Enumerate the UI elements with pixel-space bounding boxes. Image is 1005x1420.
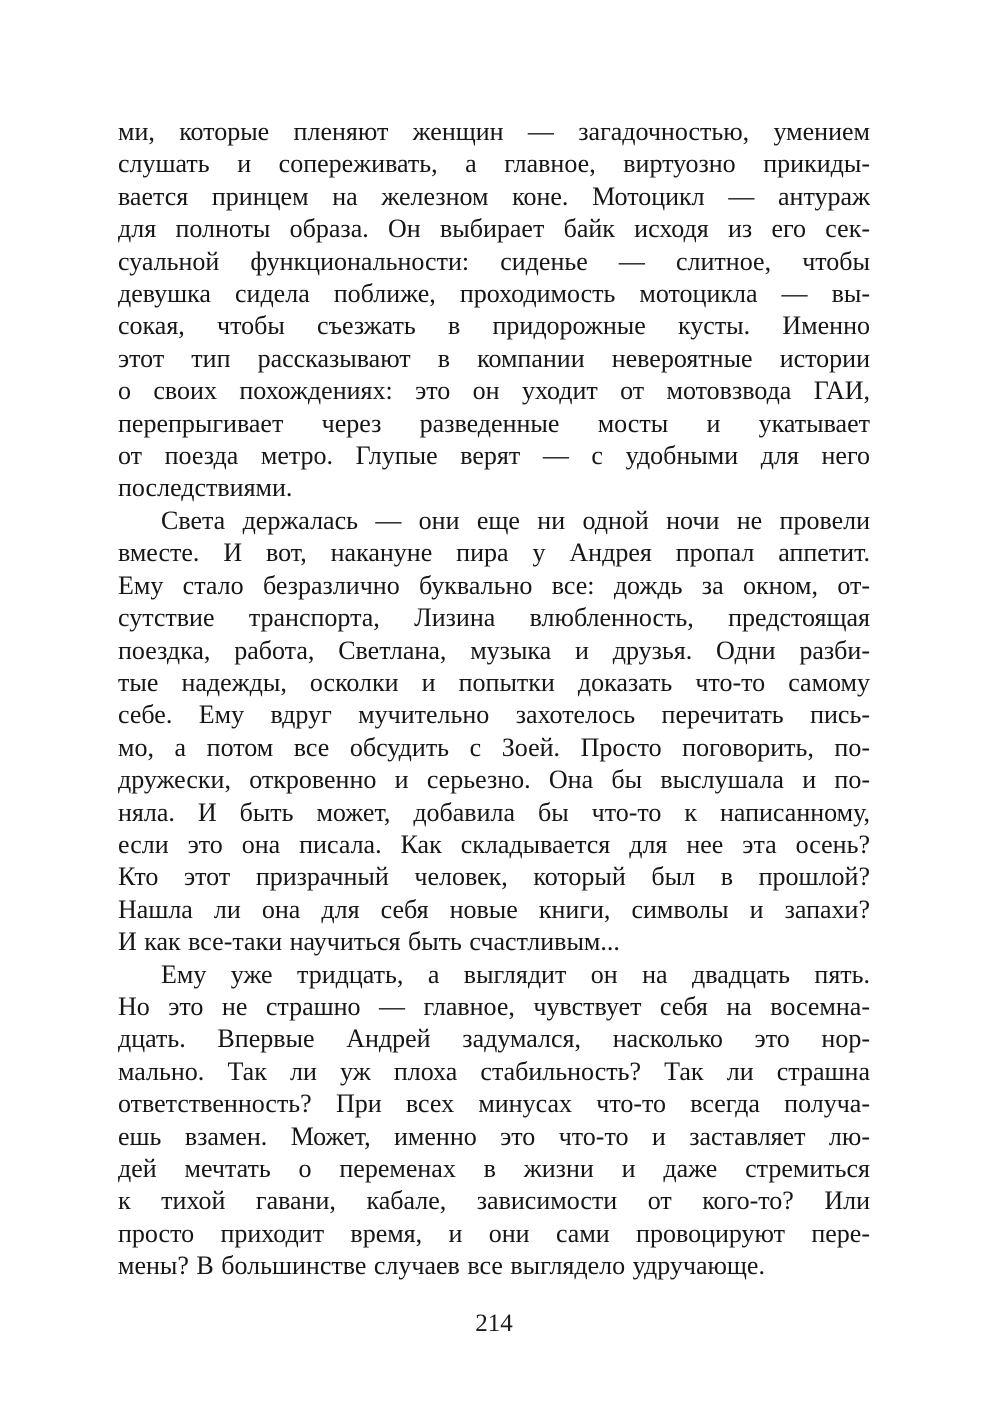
text-line: для полноты образа. Он выбирает байк исходя из его сек- xyxy=(118,214,870,244)
text-line: поездка, работа, Светлана, музыка и друзья. Одни разби- xyxy=(118,635,870,665)
text-line: дцать. Впервые Андрей задумался, насколько это нор- xyxy=(118,1024,870,1054)
text-line: Света держалась — они еще ни одной ночи не провели xyxy=(161,505,870,535)
text-line: от поезда метро. Глупые верят — с удобными для него xyxy=(118,441,870,471)
text-line: сутствие транспорта, Лизина влюбленность, предстоящая xyxy=(118,603,870,633)
text-line: дружески, откровенно и серьезно. Она бы выслушала и по- xyxy=(118,765,870,795)
text-line: девушка сидела поближе, проходимость мотоцикла — вы- xyxy=(118,279,870,309)
page-number: 214 xyxy=(475,1310,513,1337)
text-line: ответственность? При всех минусах что-то всегда получа- xyxy=(118,1089,870,1119)
text-line: дей мечтать о переменах в жизни и даже стремиться xyxy=(118,1154,870,1183)
text-line: тые надежды, осколки и попытки доказать что-то самому xyxy=(118,667,870,697)
text-line: вается принцем на железном коне. Мотоцикл — антураж xyxy=(118,181,870,211)
text-line: ешь взамен. Может, именно это что-то и заставляет лю- xyxy=(118,1121,870,1151)
text-line: Ему стало безразлично буквально все: дождь за окном, от- xyxy=(118,570,870,600)
text-line: если это она писала. Как складывается для нее эта осень? xyxy=(118,829,870,859)
text-line: мены? В большинстве случаев все выглядело удручающе. xyxy=(118,1251,765,1281)
text-line: о своих похождениях: это он уходит от мотовзвода ГАИ, xyxy=(118,376,870,406)
text-line: сокая, чтобы съезжать в придорожные кусты. Именно xyxy=(118,311,870,341)
text-line: мально. Так ли уж плоха стабильность? Так ли страшна xyxy=(118,1056,870,1086)
text-line: этот тип рассказывают в компании невероятные истории xyxy=(118,343,870,373)
text-line: Ему уже тридцать, а выглядит он на двадцать пять. xyxy=(161,959,870,989)
text-line: няла. И быть может, добавила бы что-то к написанному, xyxy=(118,797,870,827)
text-line: суальной функциональности: сиденье — слитное, чтобы xyxy=(118,246,870,276)
text-line: перепрыгивает через разведенные мосты и укатывает xyxy=(118,408,870,438)
text-line: вместе. И вот, накануне пира у Андрея пропал аппетит. xyxy=(118,538,870,568)
text-block xyxy=(118,116,870,1283)
text-line: И как все-таки научиться быть счастливым... xyxy=(118,927,620,957)
text-line: Нашла ли она для себя новые книги, символы и запахи? xyxy=(118,894,870,924)
text-line: себе. Ему вдруг мучительно захотелось перечитать пись- xyxy=(118,700,870,730)
text-line: мо, а потом все обсудить с Зоей. Просто поговорить, по- xyxy=(118,732,870,762)
text-line: просто приходит время, и они сами провоцируют пере- xyxy=(118,1218,870,1248)
text-line: последствиями. xyxy=(118,473,293,503)
text-line: к тихой гавани, кабале, зависимости от кого-то? Или xyxy=(118,1186,870,1216)
text-line: Кто этот призрачный человек, который был в прошлой? xyxy=(118,862,870,892)
text-line: слушать и сопереживать, а главное, виртуозно прикиды- xyxy=(118,149,870,179)
text-line: ми, которые пленяют женщин — загадочностью, умением xyxy=(118,117,870,146)
text-line: Но это не страшно — главное, чувствует себя на восемна- xyxy=(118,991,870,1021)
